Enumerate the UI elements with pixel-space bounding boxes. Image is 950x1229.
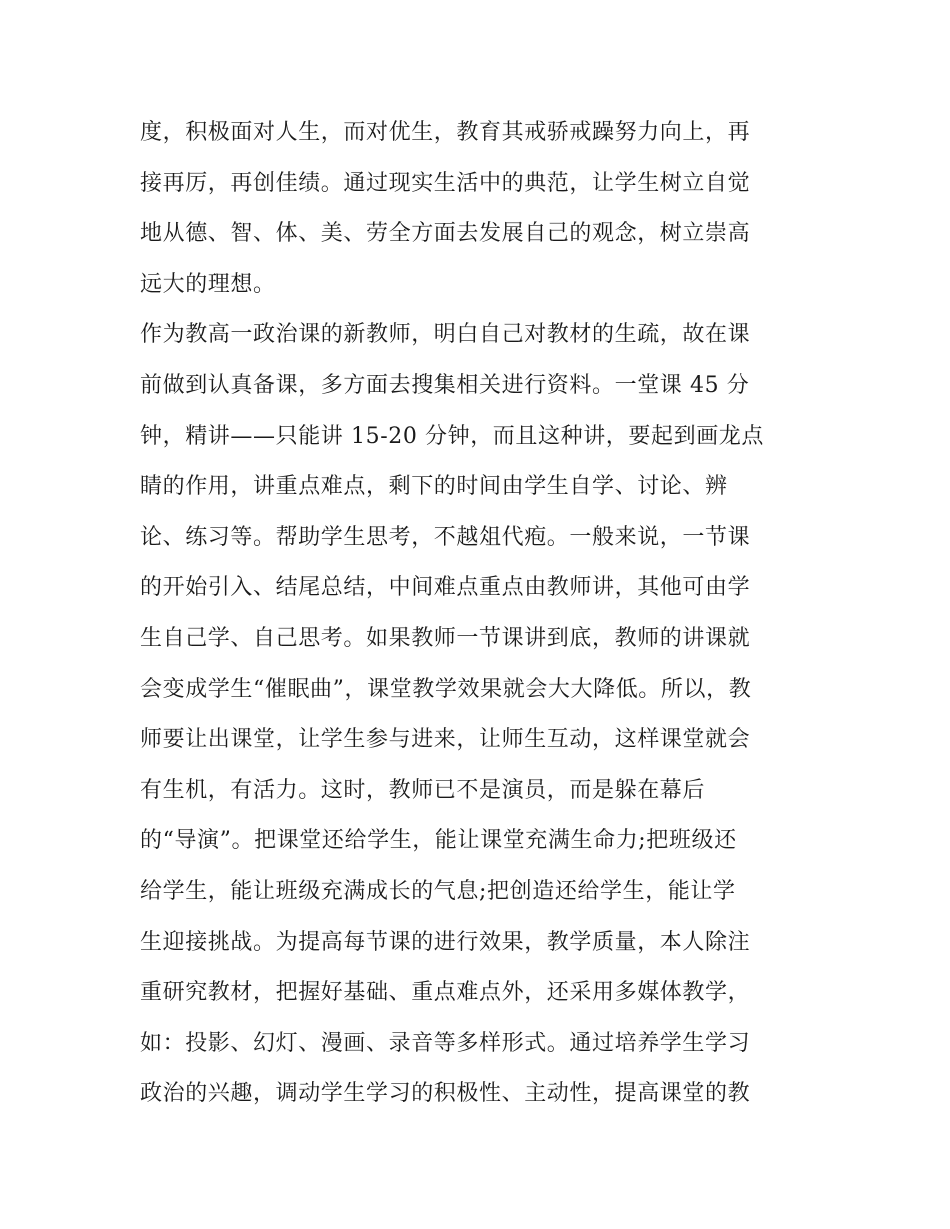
text-line: 论、练习等。帮助学生思考，不越俎代疱。一般来说，一节课 bbox=[140, 524, 751, 550]
text-line: 作为教高一政治课的新教师，明白自己对教材的生疏，故在课 bbox=[140, 322, 751, 348]
text-line: 的“导演”。把课堂还给学生，能让课堂充满生命力;把班级还 bbox=[140, 828, 737, 854]
body-text bbox=[140, 108, 820, 1120]
text-line: 钟，精讲——只能讲 15-20 分钟，而且这种讲，要起到画龙点 bbox=[140, 423, 765, 449]
text-line: 接再厉，再创佳绩。通过现实生活中的典范，让学生树立自觉 bbox=[140, 170, 751, 196]
text-line: 政治的兴趣，调动学生学习的积极性、主动性，提高课堂的教 bbox=[140, 1081, 751, 1107]
text-line: 重研究教材，把握好基础、重点难点外，还采用多媒体教学， bbox=[140, 980, 751, 1006]
text-line: 前做到认真备课，多方面去搜集相关进行资料。一堂课 45 分 bbox=[140, 372, 750, 398]
text-line: 地从德、智、体、美、劳全方面去发展自己的观念，树立崇高 bbox=[140, 221, 751, 247]
text-line: 度，积极面对人生，而对优生，教育其戒骄戒躁努力向上，再 bbox=[140, 120, 751, 145]
text-line: 会变成学生“催眠曲”，课堂教学效果就会大大降低。所以，教 bbox=[140, 676, 752, 702]
text-line: 生自己学、自己思考。如果教师一节课讲到底，教师的讲课就 bbox=[140, 625, 751, 651]
text-line: 给学生，能让班级充满成长的气息;把创造还给学生，能让学 bbox=[140, 878, 736, 904]
text-line: 师要让出课堂，让学生参与进来，让师生互动，这样课堂就会 bbox=[140, 727, 751, 753]
text-line: 的开始引入、结尾总结，中间难点重点由教师讲，其他可由学 bbox=[140, 575, 751, 601]
text-line: 远大的理想。 bbox=[140, 271, 276, 297]
text-line: 如：投影、幻灯、漫画、录音等多样形式。通过培养学生学习 bbox=[140, 1030, 751, 1056]
text-line: 生迎接挑战。为提高每节课的进行效果，教学质量，本人除注 bbox=[140, 929, 751, 955]
text-line: 有生机，有活力。这时，教师已不是演员，而是躲在幕后 bbox=[140, 777, 706, 803]
text-line: 睛的作用，讲重点难点，剩下的时间由学生自学、讨论、辨 bbox=[140, 474, 728, 500]
